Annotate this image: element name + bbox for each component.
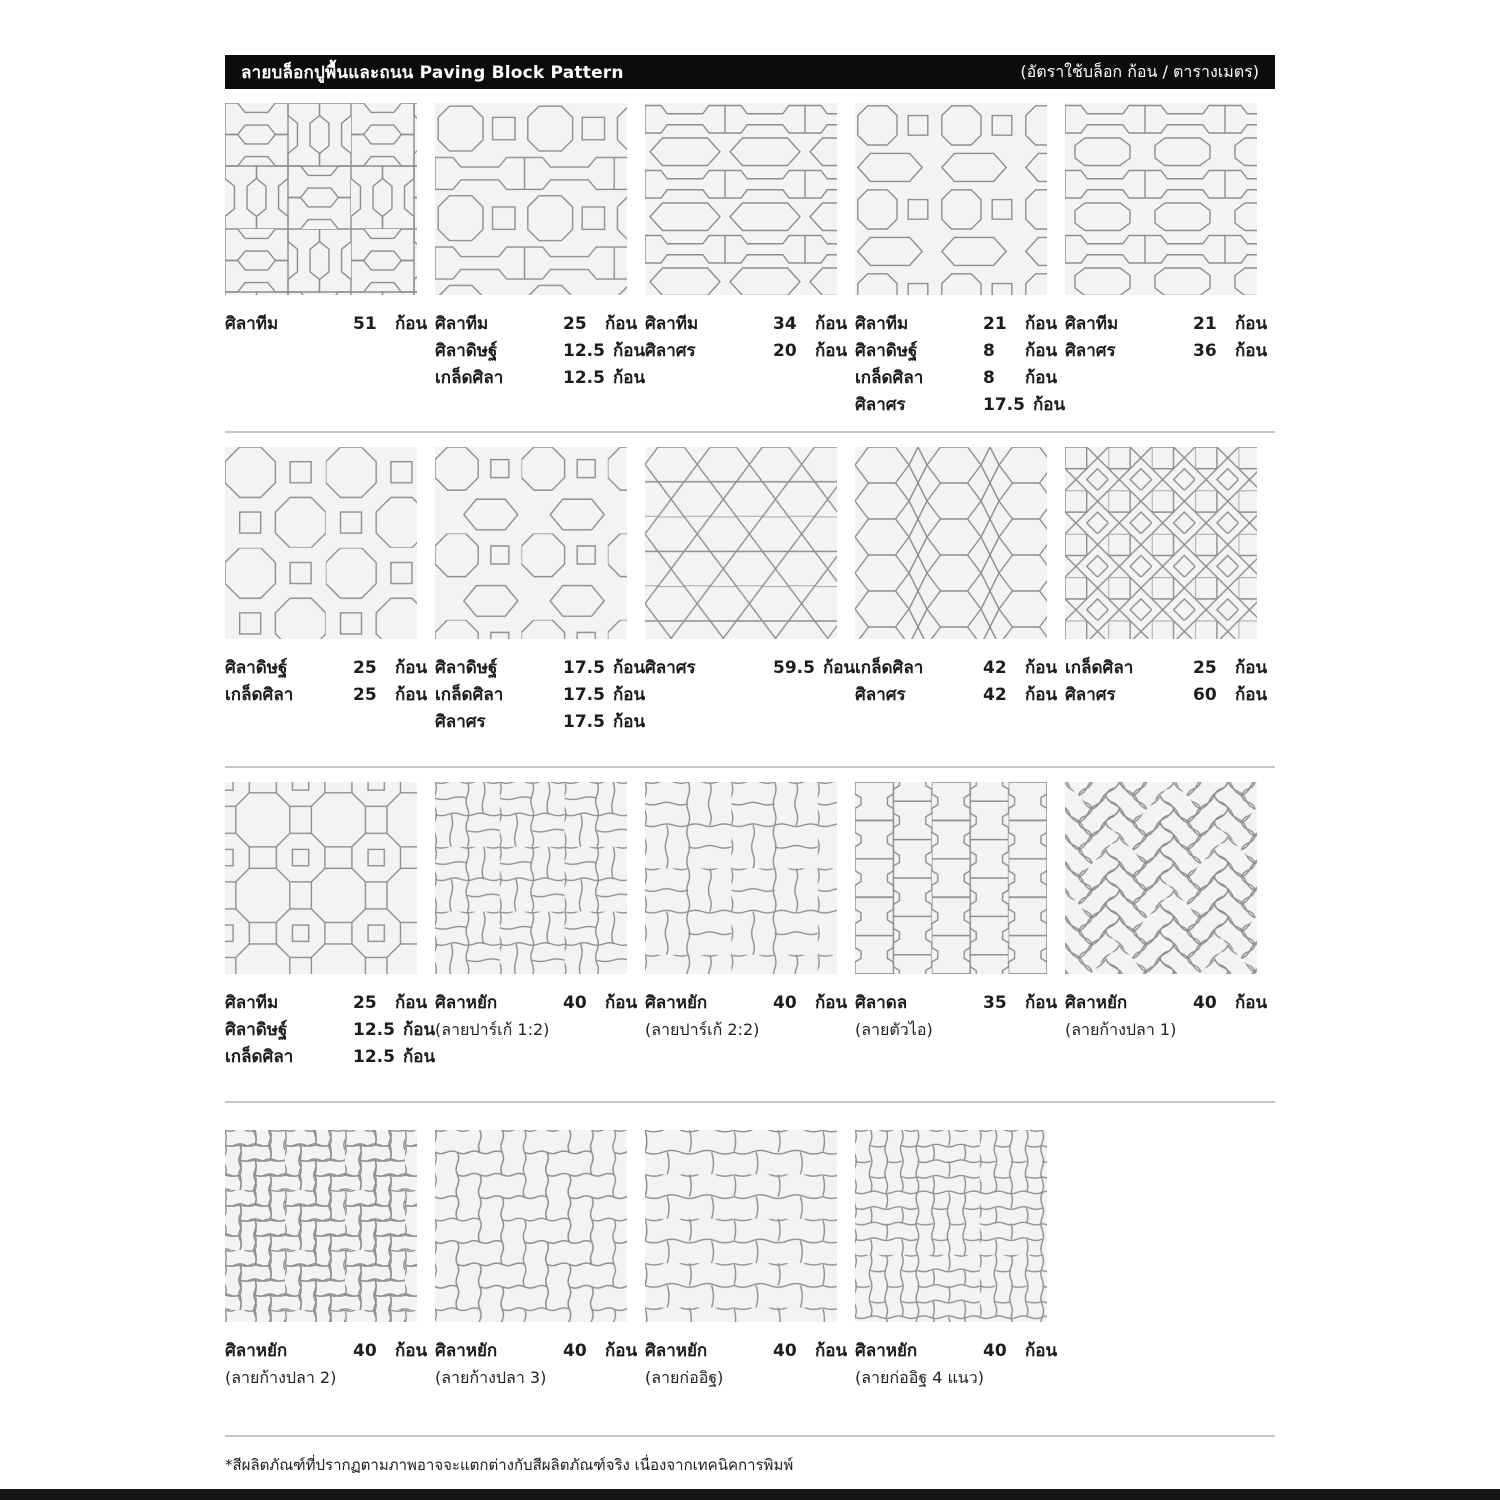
block-name: เกล็ดศิลา	[435, 685, 504, 705]
pattern-card	[645, 103, 848, 419]
block-line	[225, 1044, 436, 1071]
block-line	[855, 990, 1058, 1017]
block-qty-unit: ก้อน	[612, 712, 646, 732]
block-qty	[983, 311, 1057, 338]
pattern-card	[645, 782, 848, 1071]
pattern-swatch	[645, 103, 837, 295]
block-qty-unit: ก้อน	[402, 1020, 436, 1040]
block-qty-unit: ก้อน	[1235, 314, 1268, 334]
block-qty-number: 60	[1193, 685, 1217, 705]
block-name: ศิลาศร	[855, 395, 906, 415]
block-qty	[563, 709, 645, 736]
block-qty-number: 42	[983, 685, 1007, 705]
block-qty-unit: ก้อน	[395, 1341, 428, 1361]
block-qty	[353, 1338, 427, 1365]
block-qty-number: 12.5	[563, 341, 605, 361]
pattern-swatch	[435, 782, 627, 974]
block-qty-unit: ก้อน	[402, 1047, 436, 1067]
block-qty-number: 21	[1193, 314, 1217, 334]
block-line	[225, 655, 428, 682]
pattern-labels	[435, 990, 638, 1042]
pattern-subtitle: (ลายก้างปลา 1)	[1065, 1020, 1177, 1039]
pattern-card	[1065, 103, 1268, 419]
block-name: เกล็ดศิลา	[855, 368, 924, 388]
pattern-card	[225, 447, 428, 736]
block-qty-number: 8	[983, 341, 995, 361]
block-name: เกล็ดศิลา	[225, 685, 294, 705]
block-qty	[1193, 311, 1267, 338]
block-qty-number: 25	[563, 314, 587, 334]
block-line	[435, 990, 638, 1017]
block-qty	[1193, 682, 1267, 709]
pattern-card-grid	[225, 782, 1275, 1071]
content-area	[225, 55, 1275, 1477]
block-qty	[353, 655, 427, 682]
block-qty-unit: ก้อน	[395, 314, 428, 334]
block-qty-unit: ก้อน	[395, 658, 428, 678]
block-line	[435, 709, 646, 736]
block-line	[435, 365, 646, 392]
pattern-card	[435, 782, 638, 1071]
block-name: เกล็ดศิลา	[855, 658, 924, 678]
block-name: ศิลาหยัก	[645, 1341, 708, 1361]
pattern-labels	[1065, 311, 1268, 365]
block-line	[435, 1338, 638, 1365]
block-name: ศิลาทีม	[1065, 314, 1119, 334]
pattern-subtitle: (ลายตัวไอ)	[855, 1020, 933, 1039]
block-name: ศิลาศร	[1065, 685, 1116, 705]
block-qty-unit: ก้อน	[605, 1341, 638, 1361]
pattern-row	[225, 433, 1275, 768]
pattern-card	[1065, 782, 1268, 1071]
pattern-card	[435, 103, 646, 419]
page-title: ลายบล็อกปูพื้นและถนน Paving Block Pattern	[241, 62, 624, 83]
block-qty-unit: ก้อน	[815, 993, 848, 1013]
block-qty-number: 40	[353, 1341, 377, 1361]
pattern-subtitle: (ลายก้างปลา 2)	[225, 1368, 337, 1387]
pattern-card	[855, 1130, 1058, 1390]
block-name: ศิลาทีม	[225, 314, 279, 334]
block-line	[855, 682, 1058, 709]
pattern-labels	[855, 1338, 1058, 1390]
block-qty-unit: ก้อน	[395, 993, 428, 1013]
block-qty-unit: ก้อน	[612, 658, 646, 678]
block-qty-unit: ก้อน	[1025, 993, 1058, 1013]
rate-note: (อัตราใช้บล็อก ก้อน / ตารางเมตร)	[1020, 61, 1259, 81]
footnote: *สีผลิตภัณฑ์ที่ปรากฏตามภาพอาจจะแตกต่างกับสีผลิตภัณฑ์จริง เนื่องจากเทคนิคการพิมพ์	[225, 1456, 794, 1474]
pattern-labels	[645, 655, 856, 682]
block-qty	[353, 990, 427, 1017]
pattern-swatch	[225, 782, 417, 974]
pattern-swatch	[645, 447, 837, 639]
block-name: ศิลาหยัก	[225, 1341, 288, 1361]
block-line	[1065, 682, 1268, 709]
block-qty	[983, 338, 1057, 365]
block-line	[225, 990, 428, 1017]
block-qty-number: 35	[983, 993, 1007, 1013]
block-line	[855, 1338, 1058, 1365]
block-qty	[773, 1338, 847, 1365]
block-qty	[563, 682, 645, 709]
block-name: ศิลาศร	[645, 658, 696, 678]
pattern-swatch	[855, 447, 1047, 639]
block-name: ศิลาดล	[855, 993, 908, 1013]
pattern-card	[855, 782, 1058, 1071]
block-line	[855, 338, 1058, 365]
block-line	[1065, 311, 1268, 338]
block-qty	[1193, 655, 1267, 682]
block-qty-unit: ก้อน	[815, 1341, 848, 1361]
block-qty-unit: ก้อน	[822, 658, 856, 678]
pattern-subtitle: (ลายก่ออิฐ)	[645, 1368, 724, 1387]
block-qty-unit: ก้อน	[605, 314, 638, 334]
pattern-labels	[225, 1338, 428, 1390]
pattern-labels	[645, 990, 848, 1042]
pattern-labels	[855, 655, 1058, 709]
pattern-swatch	[855, 103, 1047, 295]
block-qty-unit: ก้อน	[395, 685, 428, 705]
pattern-card	[435, 447, 646, 736]
block-line	[645, 655, 856, 682]
block-qty-unit: ก้อน	[1235, 658, 1268, 678]
pattern-swatch	[435, 1130, 627, 1322]
block-name: ศิลาหยัก	[435, 993, 498, 1013]
block-name: ศิลาดิษฐ์	[225, 1020, 288, 1040]
block-qty-number: 51	[353, 314, 377, 334]
block-qty-number: 25	[353, 658, 377, 678]
pattern-card	[225, 782, 436, 1071]
pattern-card-grid	[225, 1130, 1275, 1390]
pattern-labels	[225, 311, 428, 338]
pattern-card	[855, 103, 1066, 419]
block-qty	[563, 365, 645, 392]
block-qty	[353, 1017, 435, 1044]
pattern-subtitle: (ลายปาร์เก้ 1:2)	[435, 1020, 550, 1039]
pattern-card	[645, 447, 856, 736]
block-qty-number: 40	[773, 1341, 797, 1361]
block-line	[435, 311, 638, 338]
block-name: ศิลาศร	[1065, 341, 1116, 361]
block-qty	[353, 1044, 435, 1071]
pattern-card	[855, 447, 1058, 736]
block-qty-unit: ก้อน	[1025, 685, 1058, 705]
block-line	[1065, 990, 1268, 1017]
block-line	[1065, 655, 1268, 682]
block-line	[855, 655, 1058, 682]
pattern-subtitle: (ลายก้างปลา 3)	[435, 1368, 547, 1387]
block-line	[225, 311, 428, 338]
block-qty	[983, 655, 1057, 682]
block-qty-unit: ก้อน	[1025, 658, 1058, 678]
block-qty-unit: ก้อน	[605, 993, 638, 1013]
block-qty-unit: ก้อน	[1032, 395, 1066, 415]
pattern-labels	[855, 990, 1058, 1042]
block-qty-unit: ก้อน	[1025, 1341, 1058, 1361]
pattern-card-grid	[225, 103, 1275, 419]
header-bar	[225, 55, 1275, 89]
block-name: ศิลาดิษฐ์	[855, 341, 918, 361]
block-name: เกล็ดศิลา	[1065, 658, 1134, 678]
block-qty-number: 25	[353, 993, 377, 1013]
bottom-bar	[0, 1489, 1500, 1500]
block-qty	[773, 338, 847, 365]
block-name: เกล็ดศิลา	[435, 368, 504, 388]
block-qty	[983, 392, 1065, 419]
block-line	[435, 682, 646, 709]
block-qty-unit: ก้อน	[1025, 314, 1058, 334]
block-name: ศิลาดิษฐ์	[435, 341, 498, 361]
block-qty-number: 40	[563, 1341, 587, 1361]
block-qty	[773, 990, 847, 1017]
pattern-swatch	[1065, 782, 1257, 974]
block-name: ศิลาทีม	[855, 314, 909, 334]
block-line	[1065, 338, 1268, 365]
pattern-labels	[225, 990, 436, 1071]
pattern-swatch	[225, 447, 417, 639]
block-qty-number: 25	[1193, 658, 1217, 678]
block-qty	[983, 365, 1057, 392]
block-line	[225, 1017, 436, 1044]
block-qty	[353, 682, 427, 709]
block-qty	[563, 1338, 637, 1365]
block-line	[855, 392, 1066, 419]
pattern-row	[225, 89, 1275, 433]
pattern-labels	[1065, 655, 1268, 709]
pattern-swatch	[1065, 103, 1257, 295]
pattern-swatch	[645, 782, 837, 974]
block-qty	[563, 655, 645, 682]
block-qty-unit: ก้อน	[1025, 341, 1058, 361]
block-qty-unit: ก้อน	[1025, 368, 1058, 388]
block-qty-number: 12.5	[353, 1047, 395, 1067]
block-name: ศิลาหยัก	[645, 993, 708, 1013]
block-qty-number: 59.5	[773, 658, 815, 678]
pattern-row	[225, 768, 1275, 1103]
block-name: เกล็ดศิลา	[225, 1047, 294, 1067]
block-qty-number: 17.5	[563, 712, 605, 732]
pattern-rows	[225, 89, 1275, 1437]
block-name: ศิลาศร	[645, 341, 696, 361]
block-qty-number: 40	[1193, 993, 1217, 1013]
block-name: ศิลาทีม	[225, 993, 279, 1013]
block-qty-number: 40	[983, 1341, 1007, 1361]
pattern-swatch	[855, 782, 1047, 974]
block-qty-unit: ก้อน	[612, 685, 646, 705]
pattern-labels	[225, 655, 428, 709]
block-qty-number: 17.5	[563, 658, 605, 678]
pattern-card	[225, 1130, 428, 1390]
block-qty-unit: ก้อน	[612, 341, 646, 361]
block-qty-number: 34	[773, 314, 797, 334]
pattern-swatch	[435, 103, 627, 295]
pattern-swatch	[1065, 447, 1257, 639]
pattern-swatch	[855, 1130, 1047, 1322]
pattern-labels	[435, 311, 646, 392]
pattern-labels	[1065, 990, 1268, 1042]
pattern-card	[1065, 447, 1268, 736]
block-qty-number: 12.5	[353, 1020, 395, 1040]
block-qty-number: 20	[773, 341, 797, 361]
block-qty-number: 17.5	[983, 395, 1025, 415]
block-name: ศิลาดิษฐ์	[225, 658, 288, 678]
block-qty-unit: ก้อน	[815, 341, 848, 361]
pattern-labels	[855, 311, 1066, 419]
block-name: ศิลาหยัก	[1065, 993, 1128, 1013]
pattern-card	[225, 103, 428, 419]
pattern-labels	[435, 655, 646, 736]
pattern-labels	[435, 1338, 638, 1390]
block-qty	[353, 311, 427, 338]
block-qty-number: 36	[1193, 341, 1217, 361]
pattern-labels	[645, 311, 848, 365]
block-qty	[773, 311, 847, 338]
block-qty	[1193, 338, 1267, 365]
block-qty	[563, 338, 645, 365]
block-line	[645, 311, 848, 338]
pattern-subtitle: (ลายก่ออิฐ 4 แนว)	[855, 1368, 984, 1387]
block-line	[645, 1338, 848, 1365]
block-qty	[773, 655, 855, 682]
block-qty-number: 40	[563, 993, 587, 1013]
block-qty	[563, 311, 637, 338]
block-qty-number: 25	[353, 685, 377, 705]
block-line	[645, 990, 848, 1017]
pattern-subtitle: (ลายปาร์เก้ 2:2)	[645, 1020, 760, 1039]
block-qty-number: 8	[983, 368, 995, 388]
block-qty	[983, 682, 1057, 709]
pattern-row	[225, 1103, 1275, 1437]
pattern-swatch	[225, 103, 417, 295]
block-name: ศิลาดิษฐ์	[435, 658, 498, 678]
block-line	[225, 1338, 428, 1365]
block-qty	[563, 990, 637, 1017]
pattern-swatch	[645, 1130, 837, 1322]
block-line	[435, 655, 646, 682]
block-name: ศิลาทีม	[645, 314, 699, 334]
block-name: ศิลาหยัก	[435, 1341, 498, 1361]
block-name: ศิลาศร	[435, 712, 486, 732]
pattern-labels	[645, 1338, 848, 1390]
block-line	[855, 365, 1058, 392]
block-qty	[1193, 990, 1267, 1017]
block-qty-unit: ก้อน	[1235, 341, 1268, 361]
pattern-swatch	[225, 1130, 417, 1322]
block-qty-number: 42	[983, 658, 1007, 678]
pattern-card	[645, 1130, 848, 1390]
block-qty-unit: ก้อน	[1235, 685, 1268, 705]
block-line	[225, 682, 428, 709]
pattern-card	[435, 1130, 638, 1390]
block-qty	[983, 990, 1057, 1017]
block-qty-unit: ก้อน	[815, 314, 848, 334]
block-line	[645, 338, 848, 365]
pattern-swatch	[435, 447, 627, 639]
block-qty-number: 40	[773, 993, 797, 1013]
block-name: ศิลาทีม	[435, 314, 489, 334]
block-qty-unit: ก้อน	[1235, 993, 1268, 1013]
block-qty-number: 17.5	[563, 685, 605, 705]
block-name: ศิลาหยัก	[855, 1341, 918, 1361]
block-line	[855, 311, 1058, 338]
block-qty-unit: ก้อน	[612, 368, 646, 388]
block-line	[435, 338, 646, 365]
block-qty-number: 21	[983, 314, 1007, 334]
block-qty-number: 12.5	[563, 368, 605, 388]
block-qty	[983, 1338, 1057, 1365]
pattern-card-grid	[225, 447, 1275, 736]
block-name: ศิลาศร	[855, 685, 906, 705]
